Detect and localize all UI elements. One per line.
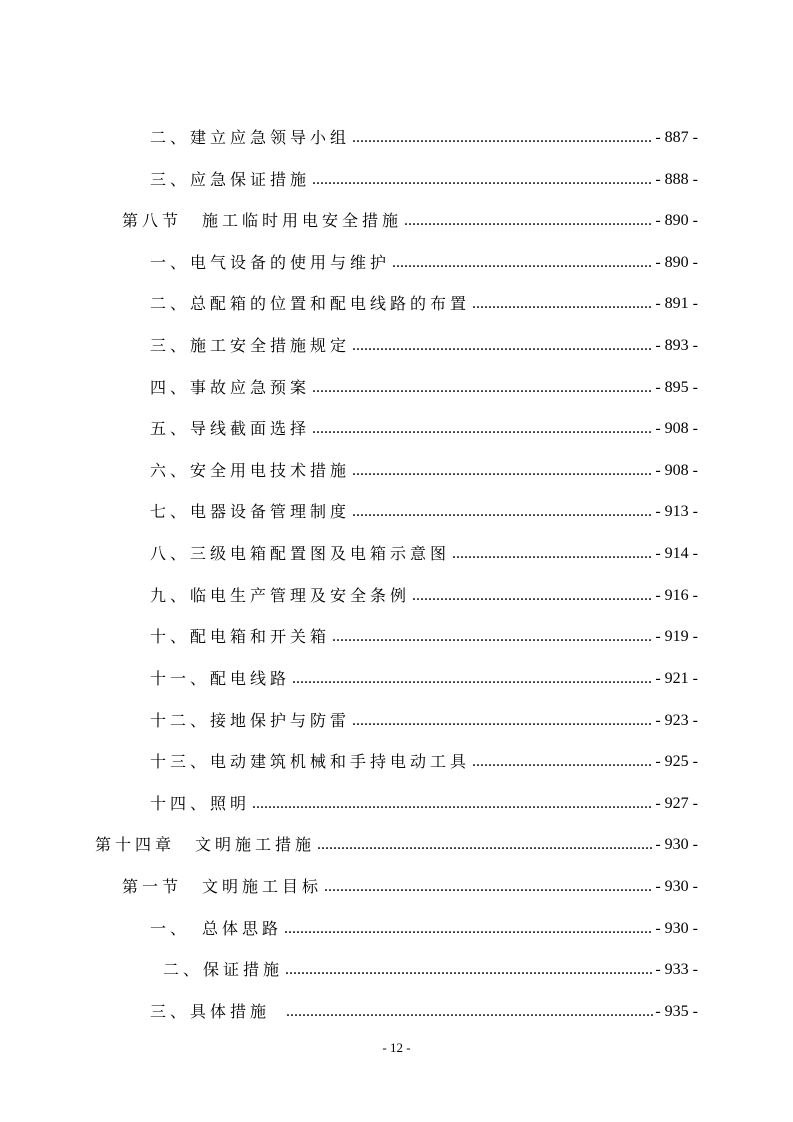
toc-entry-title: 五、导线截面选择 bbox=[150, 419, 311, 438]
toc-entry-title: 二、建立应急领导小组 bbox=[150, 128, 351, 147]
toc-leader-dots bbox=[332, 627, 653, 647]
toc-entry-title: 九、临电生产管理及安全条例 bbox=[150, 586, 411, 605]
toc-entry-title: 四、事故应急预案 bbox=[150, 378, 311, 397]
toc-entry-title: 二、保证措施 bbox=[163, 960, 284, 979]
toc-entry[interactable] bbox=[150, 580, 698, 606]
toc-leader-dots bbox=[312, 170, 653, 190]
toc-entry[interactable] bbox=[163, 954, 698, 980]
toc-leader-dots bbox=[292, 669, 653, 689]
toc-entry-page: - 890 - bbox=[655, 254, 698, 271]
toc-entry[interactable] bbox=[150, 372, 698, 398]
toc-entry-title: 三、应急保证措施 bbox=[150, 170, 311, 189]
toc-entry-title: 第十四章 文明施工措施 bbox=[95, 835, 316, 854]
toc-entry-page: - 895 - bbox=[655, 379, 698, 396]
toc-leader-dots bbox=[312, 419, 653, 439]
toc-leader-dots bbox=[472, 294, 653, 314]
toc-entry-title: 十四、照明 bbox=[150, 794, 251, 813]
toc-entry-page: - 935 - bbox=[655, 1003, 698, 1020]
toc-entry[interactable] bbox=[150, 247, 698, 273]
toc-entry-page: - 930 - bbox=[655, 836, 698, 853]
toc-entry-page: - 888 - bbox=[655, 171, 698, 188]
toc-entry-page: - 913 - bbox=[655, 503, 698, 520]
toc-entry-page: - 890 - bbox=[655, 212, 698, 229]
toc-entry-title: 三、具体措施 bbox=[150, 1002, 271, 1021]
toc-leader-dots bbox=[285, 960, 653, 980]
toc-entry-page: - 908 - bbox=[655, 462, 698, 479]
toc-entry-title: 六、安全用电技术措施 bbox=[150, 461, 351, 480]
toc-leader-dots bbox=[352, 336, 653, 356]
toc-leader-dots bbox=[352, 461, 653, 481]
toc-entry[interactable] bbox=[95, 829, 698, 855]
toc-entry-page: - 919 - bbox=[655, 628, 698, 645]
toc-entry-page: - 933 - bbox=[655, 961, 698, 978]
toc-entry-title: 第一节 文明施工目标 bbox=[122, 877, 323, 896]
toc-entry[interactable] bbox=[150, 788, 698, 814]
toc-entry-page: - 921 - bbox=[655, 670, 698, 687]
toc-entry-title: 十、配电箱和开关箱 bbox=[150, 627, 331, 646]
toc-entry[interactable] bbox=[150, 746, 698, 772]
toc-leader-dots bbox=[312, 378, 653, 398]
toc-entry[interactable] bbox=[150, 413, 698, 439]
toc-entry-page: - 930 - bbox=[655, 920, 698, 937]
toc-entry-page: - 925 - bbox=[655, 753, 698, 770]
toc-entry[interactable] bbox=[150, 705, 698, 731]
toc-entry[interactable] bbox=[150, 455, 698, 481]
toc-entry-page: - 916 - bbox=[655, 587, 698, 604]
toc-entry[interactable] bbox=[150, 496, 698, 522]
toc-entry-title: 一、电气设备的使用与维护 bbox=[150, 253, 391, 272]
toc-leader-dots bbox=[452, 544, 653, 564]
toc-entry[interactable] bbox=[150, 288, 698, 314]
toc-entry[interactable] bbox=[150, 913, 698, 939]
toc-entry-page: - 891 - bbox=[655, 295, 698, 312]
toc-entry[interactable] bbox=[150, 663, 698, 689]
toc-leader-dots bbox=[252, 794, 653, 814]
toc-leader-dots bbox=[317, 835, 653, 855]
toc-leader-dots bbox=[472, 752, 653, 772]
toc-entry-title: 八、三级电箱配置图及电箱示意图 bbox=[150, 544, 451, 563]
toc-entry-page: - 914 - bbox=[655, 545, 698, 562]
toc-entry-title: 第八节 施工临时用电安全措施 bbox=[122, 211, 403, 230]
toc-leader-dots bbox=[352, 711, 653, 731]
toc-leader-dots bbox=[392, 253, 653, 273]
toc-leader-dots bbox=[352, 128, 653, 148]
toc-entry-title: 十一、配电线路 bbox=[150, 669, 291, 688]
toc-entry[interactable] bbox=[150, 621, 698, 647]
toc-entry[interactable] bbox=[150, 330, 698, 356]
toc-entry-page: - 908 - bbox=[655, 420, 698, 437]
toc-entry[interactable] bbox=[122, 205, 698, 231]
toc-leader-dots bbox=[404, 211, 653, 231]
toc-entry-page: - 930 - bbox=[655, 878, 698, 895]
toc-leader-dots bbox=[286, 1002, 653, 1022]
toc-entry-page: - 893 - bbox=[655, 337, 698, 354]
toc-entry[interactable] bbox=[122, 871, 698, 897]
toc-entry-page: - 923 - bbox=[655, 712, 698, 729]
toc-entry[interactable] bbox=[150, 996, 698, 1022]
toc-entry[interactable] bbox=[150, 538, 698, 564]
toc-entry-title: 十三、电动建筑机械和手持电动工具 bbox=[150, 752, 471, 771]
toc-entry-title: 二、总配箱的位置和配电线路的布置 bbox=[150, 294, 471, 313]
toc-leader-dots bbox=[352, 502, 653, 522]
toc-leader-dots bbox=[284, 919, 653, 939]
toc-leader-dots bbox=[324, 877, 653, 897]
toc-entry[interactable] bbox=[150, 164, 698, 190]
toc-leader-dots bbox=[412, 586, 653, 606]
toc-entry[interactable] bbox=[150, 122, 698, 148]
toc-entry-title: 七、电器设备管理制度 bbox=[150, 502, 351, 521]
toc-entry-page: - 927 - bbox=[655, 795, 698, 812]
toc-entry-title: 三、施工安全措施规定 bbox=[150, 336, 351, 355]
toc-entry-title: 十二、接地保护与防雷 bbox=[150, 711, 351, 730]
toc-entry-title: 一、 总体思路 bbox=[150, 919, 283, 938]
page-number: - 12 - bbox=[382, 1040, 411, 1055]
toc-entry-page: - 887 - bbox=[655, 129, 698, 146]
